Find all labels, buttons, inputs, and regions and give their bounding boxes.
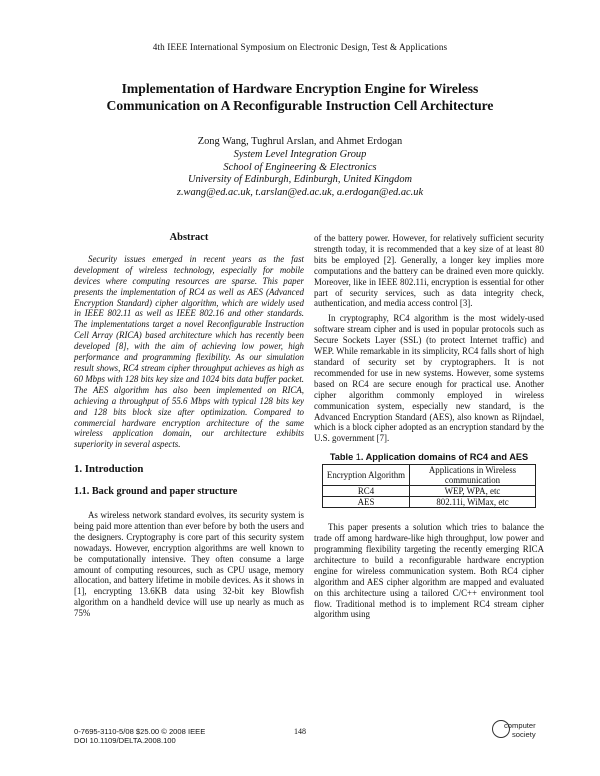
table-cell: WEP, WPA, etc (410, 486, 536, 497)
table-caption (314, 452, 544, 463)
author-emails: z.wang@ed.ac.uk, t.arslan@ed.ac.uk, a.erdogan@ed.ac.uk (176, 187, 424, 199)
subsection-background-title: 1.1. Back ground and paper structure (74, 486, 238, 498)
page-number: 148 (294, 727, 306, 736)
conference-header: 4th IEEE International Symposium on Electronic Design, Test & Applications (152, 42, 448, 52)
right-column (314, 233, 544, 624)
affiliation-school: School of Engineering & Electronics (223, 161, 377, 173)
computer-society-logo (492, 718, 544, 742)
logo-text-line-1: computer (504, 721, 536, 730)
logo-text-line-2: society (512, 730, 536, 739)
section-introduction-title: 1. Introduction (74, 463, 144, 476)
table-row (323, 486, 536, 497)
title-line-2: Communication on A Reconfigurable Instruction Cell Architecture (106, 98, 494, 113)
paper-title (60, 80, 540, 114)
footer-isbn: 0-7695-3110-5/08 $25.00 © 2008 IEEE (74, 727, 206, 736)
table-header-row (323, 465, 536, 486)
application-domains-table (322, 464, 536, 508)
table-cell: RC4 (323, 486, 410, 497)
table-header-cell: Encryption Algorithm (323, 465, 410, 486)
affiliation-group: System Level Integration Group (233, 148, 367, 160)
table-row (323, 497, 536, 508)
title-line-1: Implementation of Hardware Encryption Engine for Wireless (121, 81, 479, 96)
affiliation-university: University of Edinburgh, Edinburgh, United Kingdom (187, 174, 413, 186)
table-header-cell: Applications in Wireless communication (410, 465, 536, 486)
table-caption-number: 1 (355, 452, 361, 463)
author-block (60, 136, 540, 200)
abstract-heading: Abstract (169, 232, 209, 243)
table-cell: AES (323, 497, 410, 508)
intro-paragraph-3: This paper presents a solution which tries to balance the trade off among hardware-like high throughput, low power and programming flexibility targeting the recently emerging RICA architecture to build a reconfigurable hardware encryption engine for wireless communication system. Both RC4 cipher algorithm and AES cipher algorithm are mapped and evaluated on this architecture using a tailored C/C++ environment tool flow. Traditional method is to implement RC4 stream cipher algorithm using (314, 522, 544, 620)
intro-paragraph-1-cont: of the battery power. However, for relatively sufficient security strength today, it is recommended that a key size of at least 80 bits be employed [2]. Generally, a longer key implies more computations and the battery can be drained even more quickly. Moreover, like in IEEE 802.11i, encryption is essential for other part of security services, such as data integrity check, authentication, and media access control [3]. (314, 233, 544, 309)
left-column (74, 233, 304, 623)
table-caption-text: . Application domains of RC4 and AES (360, 452, 529, 463)
intro-paragraph-2: In cryptography, RC4 algorithm is the most widely-used software stream cipher and is used in popular protocols such as Secure Sockets Layer (SSL) (to protect Internet traffic) and WEP. While remarkable in its simplicity, RC4 falls short of high standard of security set by cryptographers. It is not recommended for use in new systems. However, some systems based on RC4 are secure enough for practical use. Another cipher algorithm commonly employed in wireless communication system, especially new standard, is the Advanced Encryption Standard (AES), also known as Rijndael, which is a block cipher adopted as an encryption standard by the U.S. government [7]. (314, 313, 544, 444)
table-caption-label: Table (329, 452, 356, 463)
author-names: Zong Wang, Tughrul Arslan, and Ahmet Erdogan (197, 136, 403, 147)
intro-paragraph-1: As wireless network standard evolves, its security system is being paid more attention than ever before by both the users and the designers. Cryptography is core part of this security system nowadays. However, encryption algorithms are well known to be computationally intensive. They often consume a large amount of computing resources, such as CPU usage, memory allocation, and battery lifetime in mobile devices. As it shows in [1], encrypting 13.6KB data using 32-bit key Blowfish algorithm on a handheld device will use up nearly as much as 75% (74, 510, 304, 619)
table-cell: 802.11i, WiMax, etc (410, 497, 536, 508)
footer-doi: DOI 10.1109/DELTA.2008.100 (74, 736, 176, 746)
abstract-text: Security issues emerged in recent years as the fast development of wireless technology, especially for mobile devices where computing resources are sparse. This paper presents the implementation of RC4 as well as AES (Advanced Encryption Standard) cipher algorithm, which are widely used in IEEE 802.11 as well as IEEE 802.16 and other standards. The implementations target a novel Reconfigurable Instruction Cell Array (RICA) based architecture which has recently been developed [8], with the aim of achieving low power, high performance and programming flexibility. As our simulation result shows, RC4 stream cipher throughput achieves as high as 60 Mbps with 128 bits key size and 1024 bits data buffer packet. The AES algorithm has also been implemented on RICA, achieving a throughput of 55.6 Mbps with typical 128 bits key and 128 bits block size after optimization. Compared to commercial hardware encryption architecture of the same wireless application domain, our architecture exhibits superiority in several aspects. (74, 253, 304, 450)
